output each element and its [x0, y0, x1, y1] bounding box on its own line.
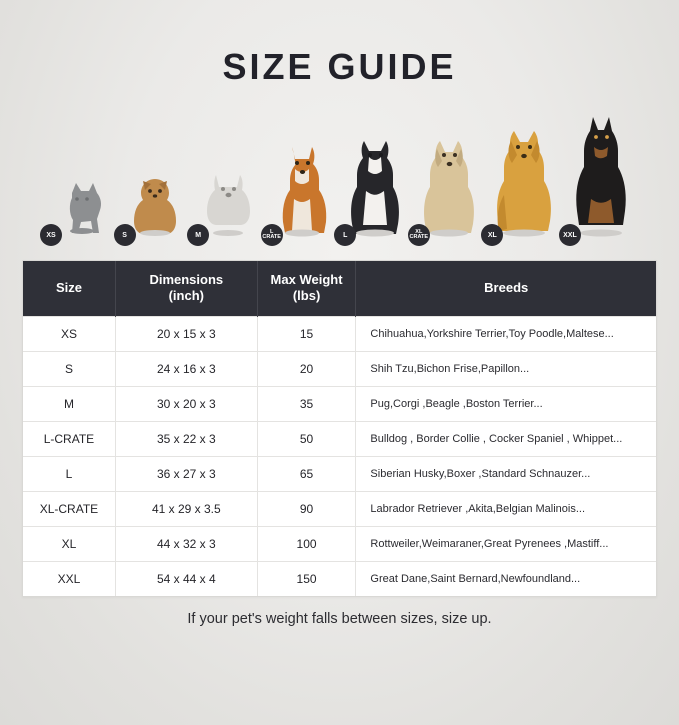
column-header-max-weight	[257, 261, 356, 316]
column-header-max-weight-line1: Max Weight	[270, 272, 343, 287]
column-header-size-line1: Size	[55, 280, 82, 296]
table-header-row	[23, 261, 656, 316]
cell-max-weight: 65	[257, 456, 356, 491]
cell-size: M	[23, 386, 115, 421]
column-header-size	[23, 261, 115, 316]
pet-item-l	[344, 133, 406, 242]
cell-breeds: Labrador Retriever ,Akita,Belgian Malinois...	[356, 491, 656, 526]
table-row	[23, 561, 656, 596]
pet-item-xl-crate	[409, 133, 480, 242]
cell-breeds: Siberian Husky,Boxer ,Standard Schnauzer...	[356, 456, 656, 491]
table-row	[23, 351, 656, 386]
column-header-breeds	[356, 261, 656, 316]
cell-dimensions: 35 x 22 x 3	[115, 421, 257, 456]
cell-breeds: Great Dane,Saint Bernard,Newfoundland...	[356, 561, 656, 596]
cell-size: XS	[23, 316, 115, 351]
cell-dimensions: 54 x 44 x 4	[115, 561, 257, 596]
pet-silhouette-row	[22, 112, 657, 242]
cell-max-weight: 100	[257, 526, 356, 561]
size-badge-l-crate-line1: L	[270, 228, 274, 235]
size-badge-l: L	[334, 224, 356, 246]
cell-size: XXL	[23, 561, 115, 596]
size-badge-xl: XL	[481, 224, 503, 246]
size-badge-xxl: XXL	[559, 224, 581, 246]
cell-max-weight: 50	[257, 421, 356, 456]
cell-size: L-CRATE	[23, 421, 115, 456]
size-table-element	[23, 261, 656, 596]
size-badge-l-crate-line2: CRATE	[262, 234, 281, 240]
cell-dimensions: 20 x 15 x 3	[115, 316, 257, 351]
labrador-icon	[418, 133, 480, 242]
cell-max-weight: 150	[257, 561, 356, 596]
size-badge-m: M	[187, 224, 209, 246]
cell-breeds: Bulldog , Border Collie , Cocker Spaniel , Whippet...	[356, 421, 656, 456]
cell-dimensions: 24 x 16 x 3	[115, 351, 257, 386]
column-header-dimensions-line2: (inch)	[168, 288, 204, 304]
border-collie-icon	[344, 133, 406, 242]
column-header-dimensions-line1: Dimensions	[149, 272, 224, 287]
table-body	[23, 316, 656, 596]
cell-dimensions: 36 x 27 x 3	[115, 456, 257, 491]
column-header-max-weight-line2: (lbs)	[292, 288, 321, 304]
size-guide-page	[0, 46, 679, 725]
column-header-breeds-line1: Breeds	[484, 280, 529, 296]
pet-item-s	[124, 169, 186, 242]
cell-max-weight: 20	[257, 351, 356, 386]
cell-breeds: Pug,Corgi ,Beagle ,Boston Terrier...	[356, 386, 656, 421]
size-badge-xl-crate-line1: XL	[415, 228, 423, 235]
cell-dimensions: 44 x 32 x 3	[115, 526, 257, 561]
size-table	[22, 260, 657, 597]
table-row	[23, 316, 656, 351]
golden-retriever-icon	[491, 125, 557, 242]
table-header	[23, 261, 656, 316]
cell-breeds: Chihuahua,Yorkshire Terrier,Toy Poodle,Maltese...	[356, 316, 656, 351]
cell-size: XL	[23, 526, 115, 561]
pet-item-xxl	[563, 115, 633, 242]
cell-dimensions: 30 x 20 x 3	[115, 386, 257, 421]
cell-max-weight: 15	[257, 316, 356, 351]
pet-item-xs	[46, 175, 112, 242]
cell-max-weight: 35	[257, 386, 356, 421]
column-header-dimensions	[115, 261, 257, 316]
table-row	[23, 526, 656, 561]
table-row	[23, 491, 656, 526]
cell-breeds: Rottweiler,Weimaraner,Great Pyrenees ,Mastiff...	[356, 526, 656, 561]
page-title: SIZE GUIDE	[222, 46, 457, 87]
cell-size: S	[23, 351, 115, 386]
size-badge-xl-crate-line2: CRATE	[409, 234, 429, 240]
size-badge-s: S	[114, 224, 136, 246]
pet-item-xl	[487, 125, 557, 242]
table-row	[23, 386, 656, 421]
size-badge-l-crate	[261, 224, 283, 246]
cell-max-weight: 90	[257, 491, 356, 526]
pet-item-l-crate	[262, 141, 333, 242]
cell-breeds: Shih Tzu,Bichon Frise,Papillon...	[356, 351, 656, 386]
size-badge-xs: XS	[40, 224, 62, 246]
footnote: If your pet's weight falls between sizes, size up.	[187, 610, 492, 627]
table-row	[23, 421, 656, 456]
pet-item-m	[197, 165, 259, 242]
doberman-icon	[569, 115, 633, 242]
size-badge-xl-crate	[408, 224, 430, 246]
table-row	[23, 456, 656, 491]
cell-size: L	[23, 456, 115, 491]
cell-dimensions: 41 x 29 x 3.5	[115, 491, 257, 526]
cell-size: XL-CRATE	[23, 491, 115, 526]
